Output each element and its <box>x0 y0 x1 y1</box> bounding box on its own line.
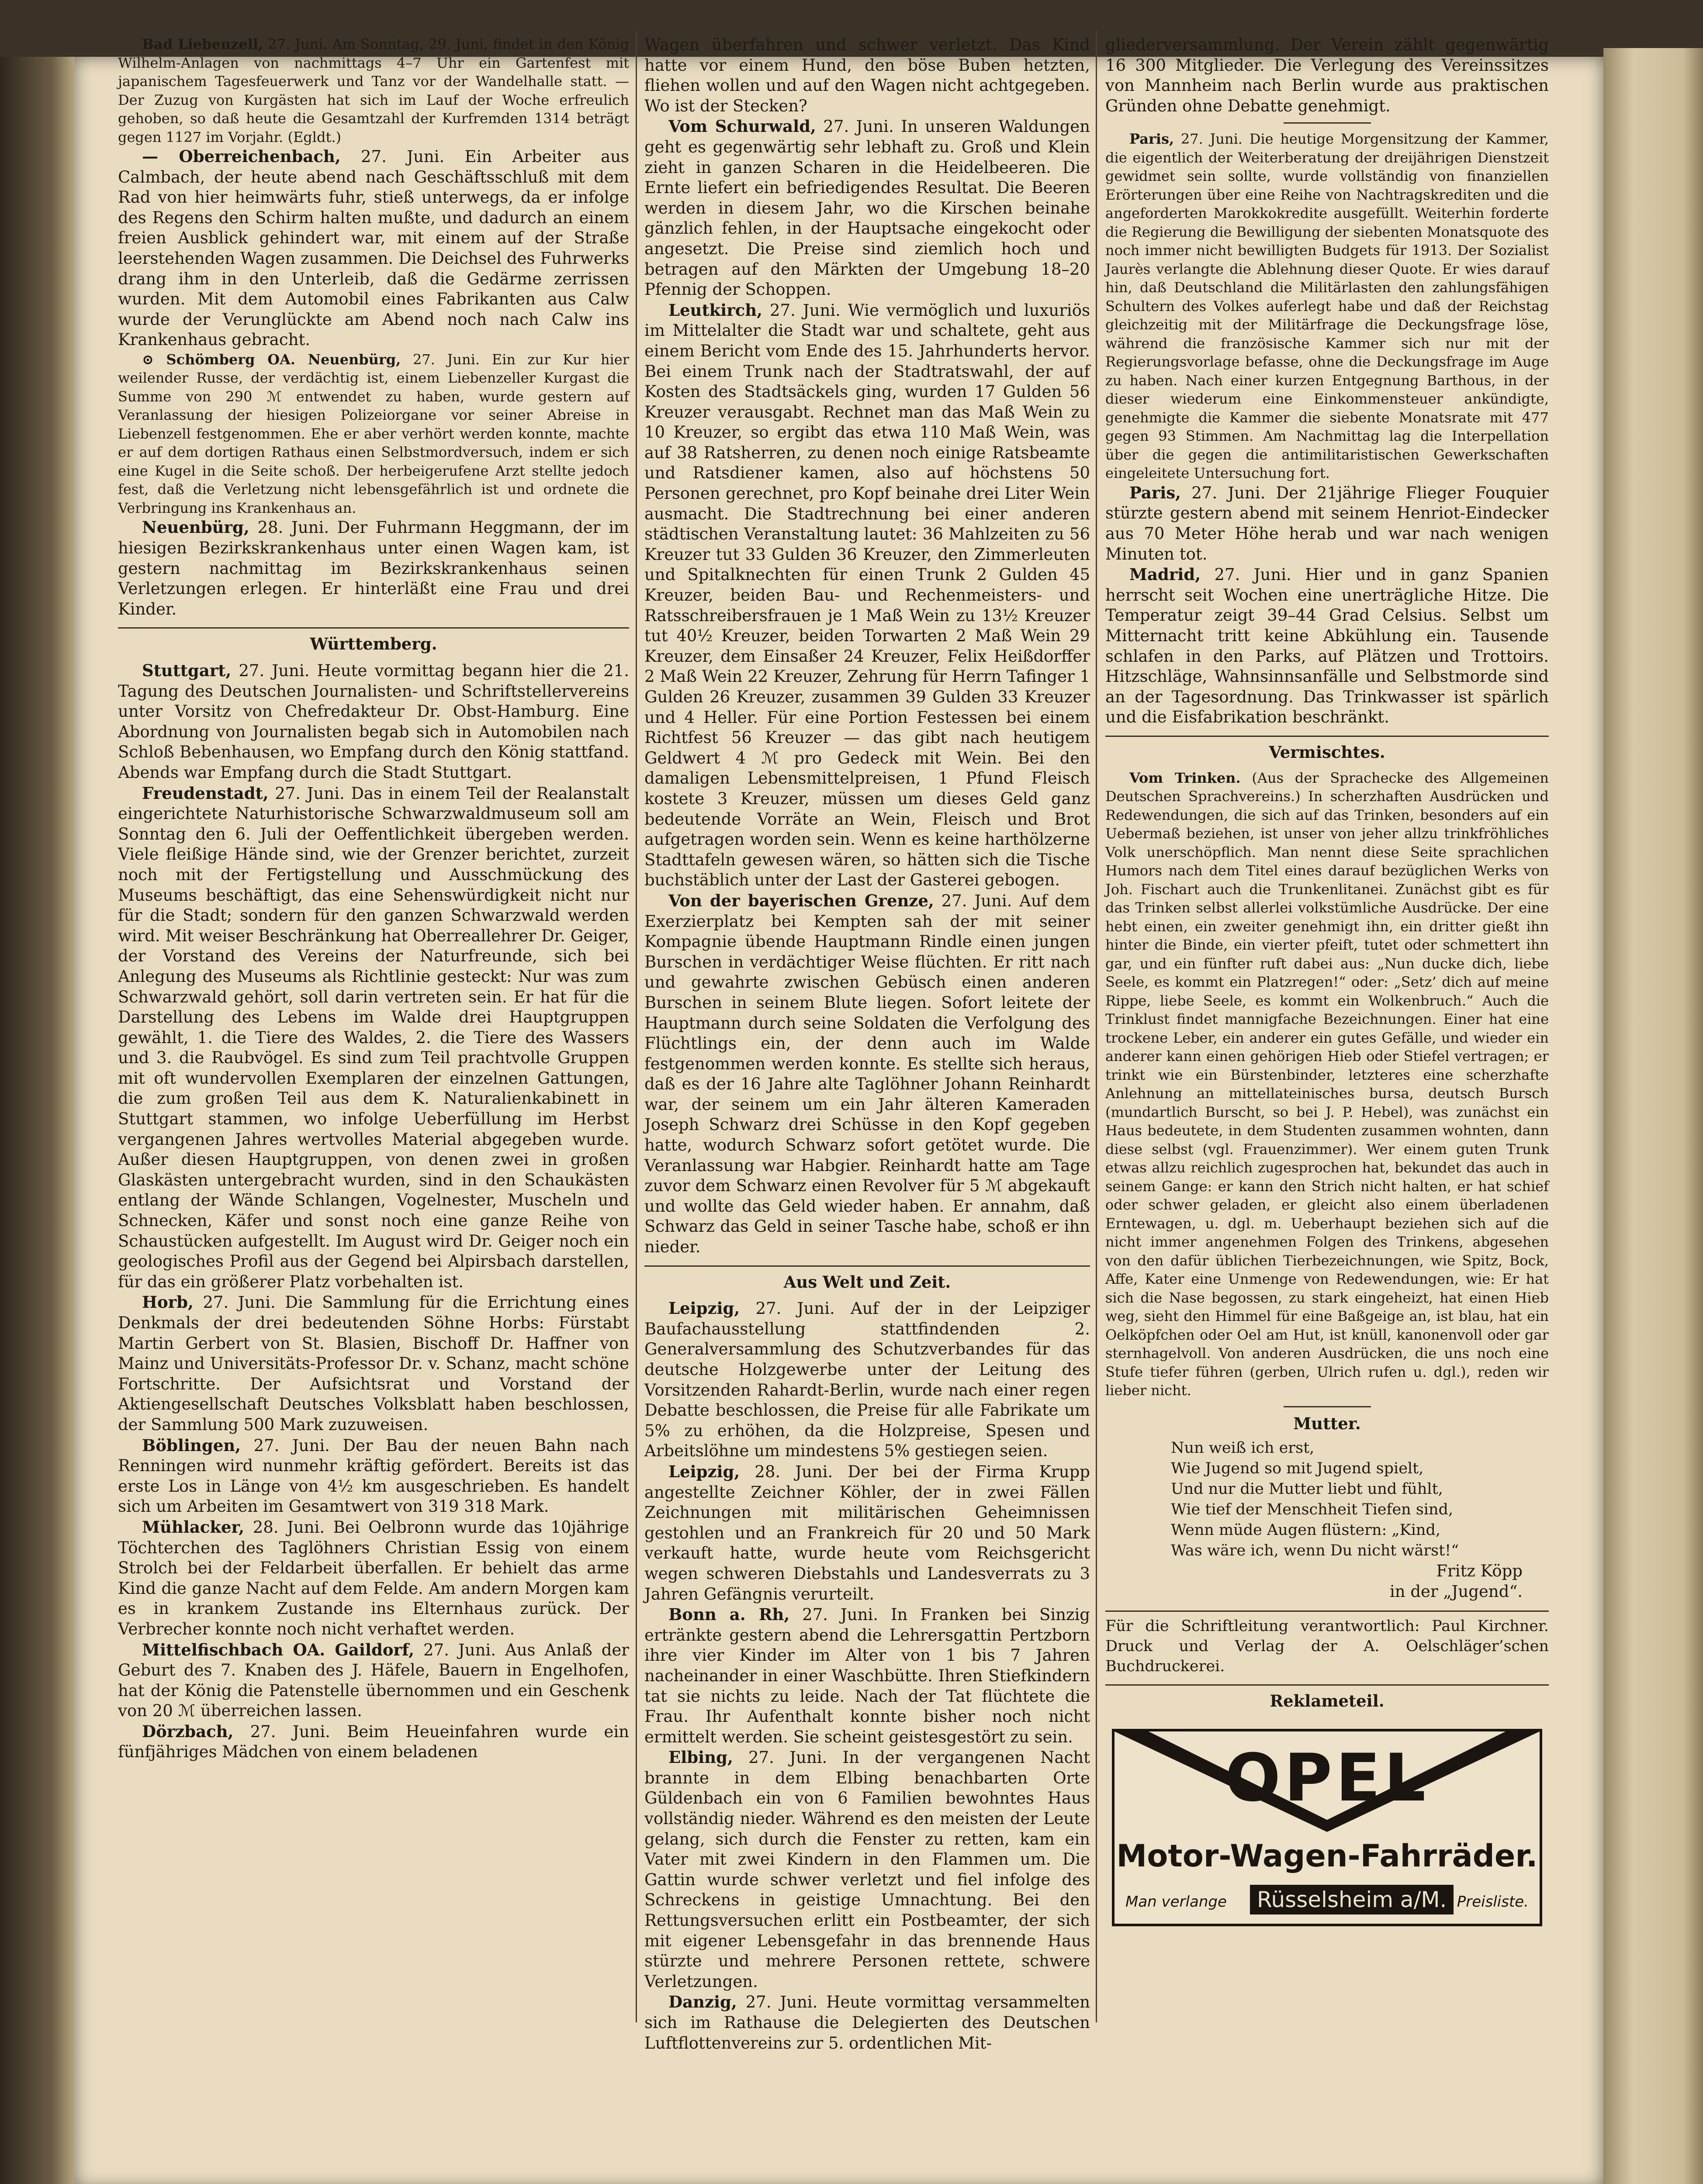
article-dateline: Dörzbach, <box>142 1721 234 1741</box>
article-dateline: Bonn a. Rh, <box>668 1605 790 1624</box>
article-text: 27. Juni. Heute vormittag versammelten sich im Rathause die Delegierten des Deutschen Luftflottenvereins zur 5. ordentlichen Mit- <box>644 1993 1090 2053</box>
news-article <box>1105 483 1549 564</box>
article-dateline: Madrid, <box>1129 565 1201 584</box>
ad-right-text: Preisliste. <box>1457 1893 1529 1911</box>
article-text: 27. Juni. Wie vermöglich und luxuriös im Mittelalter die Stadt war und schaltete, geht aus einem Bericht vom Ende des 15. Jahrhunderts hervor. Bei einem Trunk nach der Stadtratswahl, der auf Kosten des Stadtsäckels ging, wurden 17 Gulden 56 Kreuzer verausgabt. Rechnet man das Maß Wein zu 10 Kreuzer, so ergibt das etwa 110 Maß Wein, was auf 38 Ratsherren, zu denen noch einige Ratsbeamte und Ratsdiener kamen, also auf höchstens 50 Personen gerechnet, pro Kopf beinahe drei Liter Wein ausmacht. Die Stadtrechnung bei einer anderen städtischen Veranstaltung lautet: 36 Mahlzeiten zu 56 Kreuzer tut 33 Gulden 36 Kreuzer, den Zimmerleuten und Spitalknechten für einen Trunk 2 Gulden 45 Kreuzer, beiden Bau- und Rechenmeisters- und Ratsschreibersfrauen je 1 Maß Wein zu 13½ Kreuzer tut 40½ Kreuzer, beiden Torwarten 2 Maß Wein 29 Kreuzer, dem Einsaßer 24 Kreuzer, Felix Heißdorffer 2 Maß Wein 22 Kreuzer, Zehrung für Herrn Tafinger 1 Gulden 26 Kreuzer, zusammen 39 Gulden 33 Kreuzer und 4 Heller. Für eine Portion Festessen bei einem Richtfest 56 Kreuzer — das gibt nach heutigem Geldwert 4 ℳ pro Gedeck mit Wein. Bei den damaligen Lebensmittelpreisen, 1 Pfund Fleisch kostete 3 Kreuzer, müssen um dieses Geld ganz bedeutende Vorräte an Wein, Fleisch und Brot aufgetragen worden sein. Wenn es keine harthölzerne Stadttafeln gewesen wären, so hätten sich die Tische buchstäblich unter der Last der Gasterei gebogen. <box>644 301 1090 890</box>
ad-footer <box>1115 1882 1540 1919</box>
section-heading: Württemberg. <box>118 627 629 654</box>
next-page-edge <box>1603 48 1703 2184</box>
column-1 <box>118 35 629 1762</box>
news-article <box>118 517 629 619</box>
news-article <box>1105 564 1549 728</box>
poem-line: Was wäre ich, wenn Du nicht wärst!“ <box>1171 1542 1459 1560</box>
separator-rule <box>1284 122 1371 124</box>
column-2 <box>644 35 1090 2053</box>
article-text: 27. Juni. In der vergangenen Nacht brannte in dem Elbing benachbarten Orte Güldenbach ein von 6 Familien bewohntes Haus vollständig nieder. Während es den meisten der Leute gelang, sich durch die Fenster zu retten, kam ein Vater mit zwei Kindern in den Flammen um. Die Gattin wurde schwer verletzt und fiel infolge des Schreckens in geistige Umnachtung. Bei den Rettungsversuchen erlitt ein Postbeamter, der sich mit eigener Lebensgefahr in das brennende Haus stürzte und mehrere Personen rettete, schwere Verletzungen. <box>644 1748 1090 1991</box>
section-heading: Vermischtes. <box>1105 736 1549 763</box>
article-dateline: Paris, <box>1129 131 1174 148</box>
article-text: 27. Juni. Am Sonntag, 29. Juni, findet in den König Wilhelm-Anlagen von nachmittags 4–7 Uhr ein Gartenfest mit japanischem Tagesfeuerwerk und Tanz vor der Wandelhalle statt. — Der Zuzug von Kurgästen hat sich im Lauf der Woche erfreulich gehoben, so daß heute die Gesamtzahl der Kurfremden 1314 beträgt gegen 1127 im Vorjahr. (Egldt.) <box>118 36 630 145</box>
poem-title: Mutter. <box>1293 1413 1361 1433</box>
column-3 <box>1105 35 1549 1926</box>
news-article <box>644 35 1090 116</box>
poem-signature: in der „Jugend“. <box>1389 1582 1523 1601</box>
news-article <box>118 35 629 146</box>
news-article <box>644 1462 1090 1604</box>
poem-signature: Fritz Köpp <box>1436 1562 1523 1581</box>
article-text: 27. Juni. Heute vormittag begann hier die 21. Tagung des Deutschen Journalisten- und Schriftstellervereins unter Vorsitz von Chefredakteur Dr. Obst-Hamburg. Eine Abordnung von Journalisten begab sich in Automobilen nach Schloß Bebenhausen, wo Empfang durch den König stattfand. Abends war Empfang durch die Stadt Stuttgart. <box>118 661 629 782</box>
article-text: 28. Juni. Der bei der Firma Krupp angestellte Zeichner Köhler, der in zwei Fällen Zeichnungen mit militärischen Geheimnissen gestohlen und an Frankreich für 20 und 50 Mark verkauft hatte, wurde heute vom Reichsgericht wegen schweren Diebstahls und Landesverrats zu 3 Jahren Gefängnis verurteilt. <box>644 1462 1090 1603</box>
book-binding-left <box>0 57 74 2184</box>
article-dateline: Paris, <box>1129 483 1181 502</box>
article-text: 27. Juni. Auf der in der Leipziger Baufachausstellung stattfindenden 2. Generalversammlung des Schutzverbandes für das deutsche Holzgewerbe unter der Leitung des Vorsitzenden Rahardt-Berlin, wurde nach einer regen Debatte beschlossen, die Preise für alle Fabrikate um 5% zu erhöhen, da die Holzpreise, Spesen und Arbeitslöhne um mindestens 5% gestiegen seien. <box>644 1299 1090 1461</box>
article-dateline: Vom Trinken. <box>1129 769 1241 786</box>
article-dateline: Bad Liebenzell, <box>142 36 263 52</box>
news-article <box>118 1640 629 1721</box>
opel-advertisement <box>1112 1729 1542 1926</box>
section-heading: Reklameteil. <box>1105 1684 1549 1711</box>
news-article <box>1105 35 1549 116</box>
article-text: 27. Juni. Ein Arbeiter aus Calmbach, der heute abend nach Geschäftsschluß mit dem Rad von hier heimwärts fuhr, stieß unterwegs, da er infolge des Regens den Schirm halten mußte, und dadurch an einem freien Ausblick gehindert war, mit einem auf der Straße leerstehenden Wagen zusammen. Die Deichsel des Fuhrwerks drang ihm in den Unterleib, daß die Gedärme zerrissen wurden. Mit dem Automobil eines Fabrikanten aus Calw wurde der Verunglückte am Abend noch nach Calw ins Krankenhaus gebracht. <box>118 147 629 349</box>
article-text: 27. Juni. Der Bau der neuen Bahn nach Renningen wird nunmehr kräftig gefördert. Bereits ist das erste Los in Länge von 4½ km ausgeschrieben. Es handelt sich um Arbeiten im Gesamtwert von 319 318 Mark. <box>118 1436 629 1516</box>
article-text: 27. Juni. Ein zur Kur hier weilender Russe, der verdächtig ist, einem Liebenzeller Kurgast die Summe von 290 ℳ entwendet zu haben, wurde gestern auf Veranlassung der hiesigen Polizeiorgane vor seiner Abreise in Liebenzell festgenommen. Ehe er aber verhört werden konnte, machte er auf dem dortigen Rathaus einen Selbstmordversuch, indem er sich eine Kugel in die Seite schoß. Der herbeigerufene Arzt stellte jedoch fest, daß die Verletzung nicht lebensgefährlich ist und ordnete die Verbringung ins Krankenhaus an. <box>118 351 630 516</box>
article-text: 27. Juni. In unseren Waldungen geht es gegenwärtig sehr lebhaft zu. Groß und Klein zieht in ganzen Scharen in die Heidelbeeren. Die Ernte liefert ein befriedigendes Resultat. Die Beeren werden in diesem Jahr, wo die Kirschen beinahe gänzlich fehlen, in der Hauptsache eingekocht oder angesetzt. Die Preise sind ziemlich hoch und betragen auf den Märkten der Umgebung 18–20 Pfennig der Schoppen. <box>644 117 1090 299</box>
news-article <box>644 891 1090 1258</box>
article-dateline: Stuttgart, <box>142 661 232 680</box>
article-dateline: Leutkirch, <box>668 300 763 320</box>
article-text: 27. Juni. Beim Heueinfahren wurde ein fünfjähriges Mädchen von einem beladenen <box>118 1722 629 1762</box>
news-article <box>644 116 1090 300</box>
article-text: gliederversammlung. Der Verein zählt gegenwärtig 16 300 Mitglieder. Die Verlegung des Vereinssitzes von Mannheim nach Berlin wurde aus praktischen Gründen ohne Debatte genehmigt. <box>1105 35 1549 115</box>
article-dateline: Elbing, <box>668 1748 733 1767</box>
article-dateline: Mühlacker, <box>142 1517 245 1537</box>
article-text: 28. Juni. Bei Oelbronn wurde das 10jährige Töchterchen des Taglöhners Christian Essig von einem Strolch bei der Feldarbeit überfallen. Er behielt das arme Kind die ganze Nacht auf dem Felde. Am andern Morgen kam es in krankem Zustande ins Elternhaus zurück. Der Verbrecher konnte noch nicht verhaftet werden. <box>118 1517 629 1638</box>
news-article <box>118 1435 629 1517</box>
article-text: 27. Juni. Die heutige Morgensitzung der Kammer, die eigentlich der Weiterberatung der dreijährigen Dienstzeit gewidmet sein sollte, wurde vollständig von finanziellen Erörterungen über eine Reihe von Nachtragskrediten und die angeforderten Marokkokredite ausgefüllt. Weiterhin forderte die Regierung die Bewilligung der siebenten Monatsquote des noch immer nicht bewilligten Budgets für 1913. Der Sozialist Jaurès verlangte die Ablehnung dieser Quote. Er wies darauf hin, daß Deutschland die Militärlasten den zahlungsfähigen Schultern des Volkes auferlegt habe und daß der Reichstag gleichzeitig mit der Militärfrage die Deckungsfrage löse, während die französische Kammer sich nur mit der Regierungsvorlage befasse, ohne die Deckungsfrage im Auge zu haben. Nach einer kurzen Entgegnung Barthous, in der dieser wiederum eine Einkommensteuer ankündigte, genehmigte die Kammer die siebente Monatsrate mit 477 gegen 93 Stimmen. Am Nachmittag lag die Interpellation über die gegen die antimilitaristischen Gewerkschaften eingeleitete Untersuchung fort. <box>1105 131 1549 482</box>
article-text: 27. Juni. Die Sammlung für die Errichtung eines Denkmals der drei bedeutenden Söhne Horbs: Fürstabt Martin Gerbert von St. Blasien, Bischoff Dr. Haffner von Mainz und Universitäts-Professor Dr. v. Schanz, macht schöne Fortschritte. Der Aufsichtsrat und Vorstand der Aktiengesellschaft Deutsches Volksblatt haben beschlossen, der Sammlung 500 Mark zuzuweisen. <box>118 1293 629 1434</box>
article-text: 27. Juni. Das in einem Teil der Realanstalt eingerichtete Naturhistorische Schwarzwaldmuseum soll am Sonntag den 6. Juli der Oeffentlichkeit übergeben werden. Viele fleißige Hände sind, wie der Grenzer berichtet, zurzeit noch mit der Fertigstellung und Ausschmückung des Museums beschäftigt, das eine Sehenswürdigkeit nicht nur für die Stadt; sondern für den ganzen Schwarzwald werden wird. Mit weiser Beschränkung hat Oberreallehrer Dr. Geiger, der Vorstand des Vereins der Naturfreunde, sich bei Anlegung des Museums als Richtlinie gesteckt: Nur was zum Schwarzwald gehört, soll darin vertreten sein. Er hat für die Darstellung des Lebens im Walde drei Hauptgruppen gewählt, 1. die Tiere des Waldes, 2. die Tiere des Wassers und 3. die Raubvögel. Es sind zum Teil prachtvolle Gruppen mit oft wundervollen Exemplaren der einzelnen Gattungen, die zum großen Teil aus dem K. Naturalienkabinett in Stuttgart stammen, wo infolge Ueberfüllung im Herbst vergangenen Jahres wertvolles Material abgegeben wurde. Außer diesen Hauptgruppen, von denen zwei in großen Glaskästen untergebracht wurden, sind in den Schaukästen entlang der Wände Schlangen, Vogelnester, Muscheln und Schnecken, Käfer und sonst noch eine ganze Reihe von Schaustücken aufgestellt. Im August wird Dr. Geiger noch ein geologisches Profil aus der Gegend bei Alpirsbach darstellen, für das ein größerer Platz vorbehalten ist. <box>118 784 629 1291</box>
news-article <box>644 1298 1090 1462</box>
article-dateline: Von der bayerischen Grenze, <box>668 891 934 910</box>
article-text: Wagen überfahren und schwer verletzt. Das Kind hatte vor einem Hund, den böse Buben hetzten, fliehen wollen und auf den Wagen nicht achtgegeben. Wo ist der Stecken? <box>644 35 1090 115</box>
article-text: 27. Juni. Der 21jährige Flieger Fouquier stürzte gestern abend mit seinem Henriot-Eindecker aus 70 Meter Höhe herab und war nach wenigen Minuten tot. <box>1105 483 1549 563</box>
news-article <box>118 660 629 783</box>
article-text: 28. Juni. Der Fuhrmann Heggmann, der im hiesigen Bezirkskrankenhaus unter einen Wagen kam, ist gestern nachmittag im Bezirkskrankenhaus seinen Verletzungen erlegen. Er hinterläßt eine Frau und drei Kinder. <box>118 518 629 619</box>
news-article <box>1105 130 1549 483</box>
poem-line: Nun weiß ich erst, <box>1171 1439 1315 1457</box>
news-article <box>644 300 1090 891</box>
ad-left-text: Man verlange <box>1125 1893 1227 1911</box>
article-text: 27. Juni. In Franken bei Sinzig ertränkte gestern abend die Lehrersgattin Pertzborn ihre vier Kinder im Alter von 1 bis 7 Jahren nacheinander in einer Waschbütte. Ihren Stiefkindern tat sie nichts zu leide. Nach der Tat flüchtete die Frau. Ihr Aufenthalt konnte bisher noch nicht ermittelt werden. Sie scheint geistesgestört zu sein. <box>644 1605 1090 1746</box>
article-dateline: Freudenstadt, <box>142 783 269 803</box>
article-dateline: Horb, <box>142 1292 194 1312</box>
column-rule-2 <box>1096 31 1097 2022</box>
article-dateline: Böblingen, <box>142 1435 241 1455</box>
article-text: 27. Juni. Hier und in ganz Spanien herrscht seit Wochen eine unerträgliche Hitze. Die Temperatur zeigt 39–44 Grad Celsius. Selbst um Mitternacht tritt keine Abkühlung ein. Tausende schlafen in den Parks, auf Plätzen und Trottoirs. Hitzschläge, Wahnsinnsanfälle und Selbstmorde sind an der Tagesordnung. Das Trinkwasser ist spärlich und die Eisfabrikation beschränkt. <box>1105 565 1549 727</box>
news-article <box>118 783 629 1292</box>
section-heading: Aus Welt und Zeit. <box>644 1265 1090 1292</box>
article-dateline: Vom Schurwald, <box>668 117 816 136</box>
ad-subtitle: Motor-Wagen-Fahrräder. <box>1116 1838 1538 1874</box>
article-dateline: Leipzig, <box>668 1299 740 1318</box>
ad-location: Rüsselsheim a/M. <box>1250 1885 1454 1914</box>
article-dateline: — Oberreichenbach, <box>142 147 341 166</box>
article-text: 27. Juni. Auf dem Exerzierplatz bei Kempten sah der mit seiner Kompagnie übende Hauptmann Rindle einen jungen Burschen in verdächtiger Weise flüchten. Er ritt nach und gewahrte zwischen Gebüsch einen anderen Burschen in seinem Blute liegen. Sofort leitete der Hauptmann durch seine Soldaten die Verfolgung des Flüchtlings ein, der denn auch im Walde festgenommen werden konnte. Es stellte sich heraus, daß es der 16 Jahre alte Taglöhner Johann Reinhardt war, der seinem um ein Jahr älteren Kameraden Joseph Schwarz drei Schüsse in den Kopf gegeben hatte, wodurch Schwarz sofort getötet wurde. Die Veranlassung war Habgier. Reinhardt hatte am Tage zuvor dem Schwarz einen Revolver für 5 ℳ abgekauft und wollte das Geld wieder haben. Er annahm, daß Schwarz das Geld in seiner Tasche habe, schoß er ihn nieder. <box>644 891 1090 1257</box>
news-article <box>644 1604 1090 1747</box>
poem-line: Wie Jugend so mit Jugend spielt, <box>1171 1460 1424 1478</box>
ad-logo: OPEL <box>1225 1740 1430 1816</box>
news-article <box>644 1747 1090 1992</box>
imprint: Für die Schriftleitung verantwortlich: Paul Kirchner. Druck und Verlag der A. Oelschläger’schen Buchdruckerei. <box>1105 1610 1549 1676</box>
news-article <box>118 350 629 518</box>
article-dateline: ⊙ Schömberg OA. Neuenbürg, <box>142 351 401 368</box>
news-article <box>118 146 629 350</box>
article-dateline: Mittelfischbach OA. Gaildorf, <box>142 1640 415 1659</box>
poem-line: Wenn müde Augen flüstern: „Kind, <box>1171 1521 1440 1539</box>
article-text: (Aus der Sprachecke des Allgemeinen Deutschen Sprachvereins.) In scherzhaften Ausdrücken und Redewendungen, die sich auf das Trinken, besonders auf ein Uebermaß beziehen, ist unser von jeher allzu trinkfröhliches Volk unerschöpflich. Man nennt diese Seite sprachlichen Humors nach dem Titel eines darauf bezüglichen Werks von Joh. Fischart auch die Trunkenlitanei. Zunächst gibt es für das Trinken selbst allerlei volkstümliche Ausdrücke. Der eine hebt einen, ein zweiter genehmigt ihn, ein dritter gießt ihn hinter die Binde, ein vierter pfeift, tutet oder schmettert ihn gar, und ein fünfter ruft dabei aus: „Nun ducke dich, liebe Seele, es kommt ein Platzregen!“ oder: „Setz’ dich auf meine Rippe, liebe Seele, es kommt ein Wolkenbruch.“ Auch die Trinklust findet mannigfache Bezeichnungen. Einer hat eine trockene Leber, ein anderer ein gutes Gefälle, und wieder ein anderer kann einen gehörigen Hieb oder Stiefel vertragen; er trinkt wie ein Bürstenbinder, letzteres eine scherzhafte Anlehnung an mittellateinisches bursa, deutsch Bursch (mundartlich Burscht, so bei J. P. Hebel), was zunächst ein Haus bedeutete, in dem Studenten zusammen wohnten, dann diese selbst (vgl. Frauenzimmer). Wer einem guten Trunk etwas allzu reichlich zugesprochen hat, bekundet das auch in seinem Gange: er kann den Strich nicht halten, er hat schief oder schwer geladen, er gleicht also einem überladenen Erntewagen, u. dgl. m. Ueberhaupt beziehen sich auf die nicht immer angenehmen Folgen des Trinkens, abgesehen von den dafür üblichen Tierbezeichnungen, wie Spitz, Bock, Affe, Kater eine Unmenge von Redewendungen, wie: Er hat sich die Nase begossen, zu stark eingeheizt, hat einen Hieb weg, sieht den Himmel für eine Baßgeige an, ist blau, hat ein Oelköpfchen oder Oel am Hut, ist knüll, kanonenvoll oder gar sternhagelvoll. Von anderen Ausdrücken, die uns noch eine Stufe tiefer führen (gerben, Ulrich rufen u. dgl.), reden wir lieber nicht. <box>1105 769 1549 1399</box>
news-article <box>1105 769 1549 1400</box>
news-article <box>644 1992 1090 2053</box>
article-dateline: Danzig, <box>668 1992 737 2012</box>
poem-line: Und nur die Mutter liebt und fühlt, <box>1171 1480 1443 1498</box>
column-rule-1 <box>636 31 637 2022</box>
news-article <box>118 1517 629 1640</box>
news-article <box>118 1292 629 1435</box>
poem-line: Wie tief der Menschheit Tiefen sind, <box>1171 1501 1454 1519</box>
article-dateline: Leipzig, <box>668 1462 740 1481</box>
news-article <box>118 1721 629 1762</box>
article-text: 27. Juni. Aus Anlaß der Geburt des 7. Knaben des J. Häfele, Bauern in Engelhofen, hat der König die Patenstelle übernommen und ein Geschenk von 20 ℳ überreichen lassen. <box>118 1640 629 1721</box>
separator-rule <box>1284 1406 1371 1407</box>
article-dateline: Neuenbürg, <box>142 518 249 537</box>
